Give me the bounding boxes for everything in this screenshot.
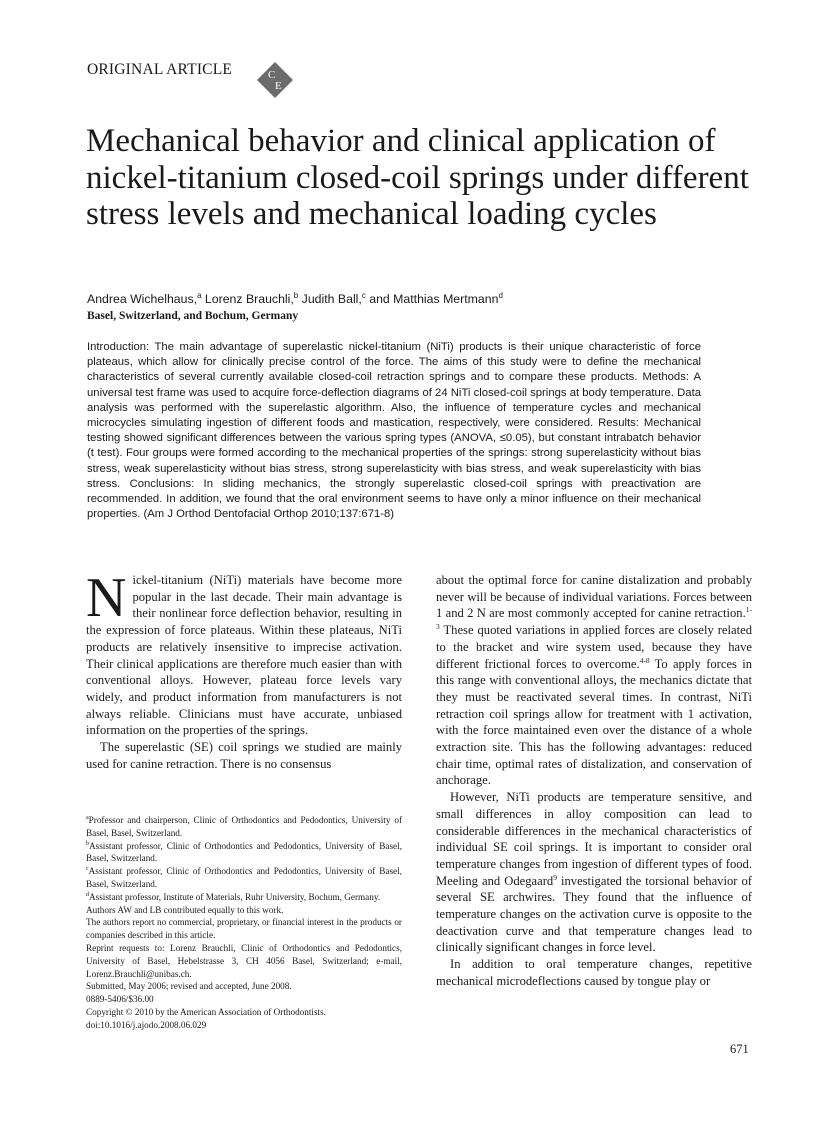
body-paragraph <box>436 572 752 789</box>
badge-letter-e: E <box>275 80 282 92</box>
drop-cap: N <box>86 567 127 629</box>
footnote <box>86 865 402 891</box>
footnote-text: Assistant professor, Clinic of Orthodontics and Pedodontics, University of Basel, Basel, Switzerland. <box>86 840 402 864</box>
body-paragraph: The superelastic (SE) coil springs we studied are mainly used for canine retraction. There is no consensus <box>86 740 402 771</box>
body-column-right <box>436 572 752 990</box>
footnote <box>86 814 402 840</box>
footnote-mark: d <box>86 891 89 898</box>
citation-link[interactable]: 1-3 <box>436 605 752 631</box>
footnote-mark: c <box>86 866 89 873</box>
interest-note: The authors report no commercial, proprietary, or financial interest in the products or companies described in this article. <box>86 917 402 941</box>
paragraph-text: However, NiTi products are temperature sensitive, and small differences in alloy composition can lead to considerable differences in the mechanical characteristics of individual SE coil springs. It is important to consider oral temperature changes from ingestion of different types of food. Meeling and Odegaard <box>436 790 752 888</box>
badge-letter-c: C <box>268 69 276 81</box>
author-mark: d <box>498 291 503 300</box>
footnote-mark: b <box>86 840 89 847</box>
section-label: ORIGINAL ARTICLE <box>87 61 233 78</box>
author-name: Lorenz Brauchli, <box>201 292 294 307</box>
paragraph-text: To apply forces in this range with conventional alloys, the mechanics dictate that they must be reactivated several times. In contrast, NiTi retraction coil springs allow for treatment with 1 activation, with the force maintained even over the distance of a whole extraction site. This has the following advantages: reduced chair time, optimal rates of distalization, and conservation of anchorage. <box>436 656 752 788</box>
reprint-note <box>86 942 402 980</box>
article-title: Mechanical behavior and clinical application of nickel-titanium closed-coil springs under different stress levels and mechanical loading cycles <box>86 123 749 232</box>
footnote-text: Professor and chairperson, Clinic of Orthodontics and Pedodontics, University of Basel, Basel, Switzerland. <box>86 815 402 838</box>
paragraph-text: about the optimal force for canine distalization and probably never will be because of individual variations. Forces between 1 and 2 N are most commonly accepted for canine retraction. <box>436 573 752 621</box>
abstract: Introduction: The main advantage of superelastic nickel-titanium (NiTi) products is their unique characteristic of force plateaus, which allow for clinically precise control of the force. The aims of this study were to define the mechanical characteristics of several currently available closed-coil retraction springs and to compare these products. Methods: A universal test frame was used to acquire force-deflection diagrams of 24 NiTi closed-coil springs at body temperature. Data analysis was performed with the superelastic algorithm. Also, the influence of temperature cycles and mechanical microcycles simulating ingestion of different foods and mastication, respectively, were considered. Results: Mechanical testing showed significant differences between the various spring types (ANOVA, ≤0.05), but constant intrabatch behavior (t test). Four groups were formed according to the mechanical properties of the springs: strong superelasticity without bias stress, weak superelasticity without bias stress, strong superelasticity with bias stress, and weak superelasticity with bias stress. Conclusions: In sliding mechanics, the strongly superelastic closed-coil springs with preactivation are recommended. In addition, we found that the oral environment seems to have only a minor influence on their mechanical properties. (Am J Orthod Dentofacial Orthop 2010;137:671-8) <box>87 341 701 521</box>
affiliation: Basel, Switzerland, and Bochum, Germany <box>87 310 299 322</box>
body-paragraph <box>436 789 752 956</box>
author-list <box>87 291 503 306</box>
page-number: 671 <box>730 1042 749 1056</box>
author-name: Andrea Wichelhaus, <box>87 292 198 307</box>
email-link[interactable]: Lorenz.Brauchli@unibas.ch <box>86 968 190 979</box>
reprint-text: Reprint requests to: Lorenz Brauchli, Clinic of Orthodontics and Pedodontics, University of Basel, Hebelstrasse 3, CH 4056 Basel, Switzerland; e-mail, <box>86 942 402 966</box>
issn: 0889-5406/$36.00 <box>86 994 154 1005</box>
body-paragraph <box>86 567 402 739</box>
citation-link[interactable]: 9 <box>553 872 557 882</box>
footnote <box>86 840 402 866</box>
footnote <box>86 891 402 904</box>
footnote-text: Assistant professor, Institute of Materials, Ruhr University, Bochum, Germany. <box>89 891 381 902</box>
author-mark: b <box>293 291 299 300</box>
ce-badge-icon <box>256 61 294 99</box>
citation-link[interactable]: 4-8 <box>639 655 650 665</box>
author-mark: c <box>361 291 366 300</box>
submission-dates: Submitted, May 2006; revised and accepted, June 2008. <box>86 981 292 992</box>
doi: doi:10.1016/j.ajodo.2008.06.029 <box>86 1019 207 1030</box>
copyright: Copyright © 2010 by the American Association of Orthodontists. <box>86 1006 326 1017</box>
author-mark: a <box>197 291 202 300</box>
reprint-end: . <box>189 968 192 979</box>
author-name: and Matthias Mertmann <box>365 292 499 307</box>
footnote-mark: a <box>86 814 89 821</box>
contribution-note: Authors AW and LB contributed equally to this work. <box>86 904 284 915</box>
body-paragraph: In addition to oral temperature changes, repetitive mechanical microdeflections caused by tongue play or <box>436 957 752 988</box>
paragraph-text: investigated the torsional behavior of several SE archwires. They found that the influence of temperature changes on the activation curve is opposite to the deactivation curve and that temperature changes lead to clinically significant changes in force level. <box>436 873 752 955</box>
author-name: Judith Ball, <box>298 292 362 307</box>
paragraph-text: ickel-titanium (NiTi) materials have become more popular in the last decade. Their main advantage is their nonlinear force deflection behavior, resulting in the expression of force plateaus. Within these plateaus, NiTi products are relatively insensitive to imprecise activation. Their clinical applications are therefore much easier than with conventional alloys. However, plateau force levels vary widely, and product information from manufacturers is not always reliable. Clinicians must have accurate, unbiased information on the properties of the springs. <box>86 573 402 738</box>
footnote-text: Assistant professor, Clinic of Orthodontics and Pedodontics, University of Basel, Basel, Switzerland. <box>86 866 402 889</box>
paragraph-text: These quoted variations in applied forces are closely related to the bracket and wire system used, because they have different frictional forces to overcome. <box>436 623 752 671</box>
footnotes <box>86 814 402 1032</box>
body-column-left <box>86 567 402 772</box>
